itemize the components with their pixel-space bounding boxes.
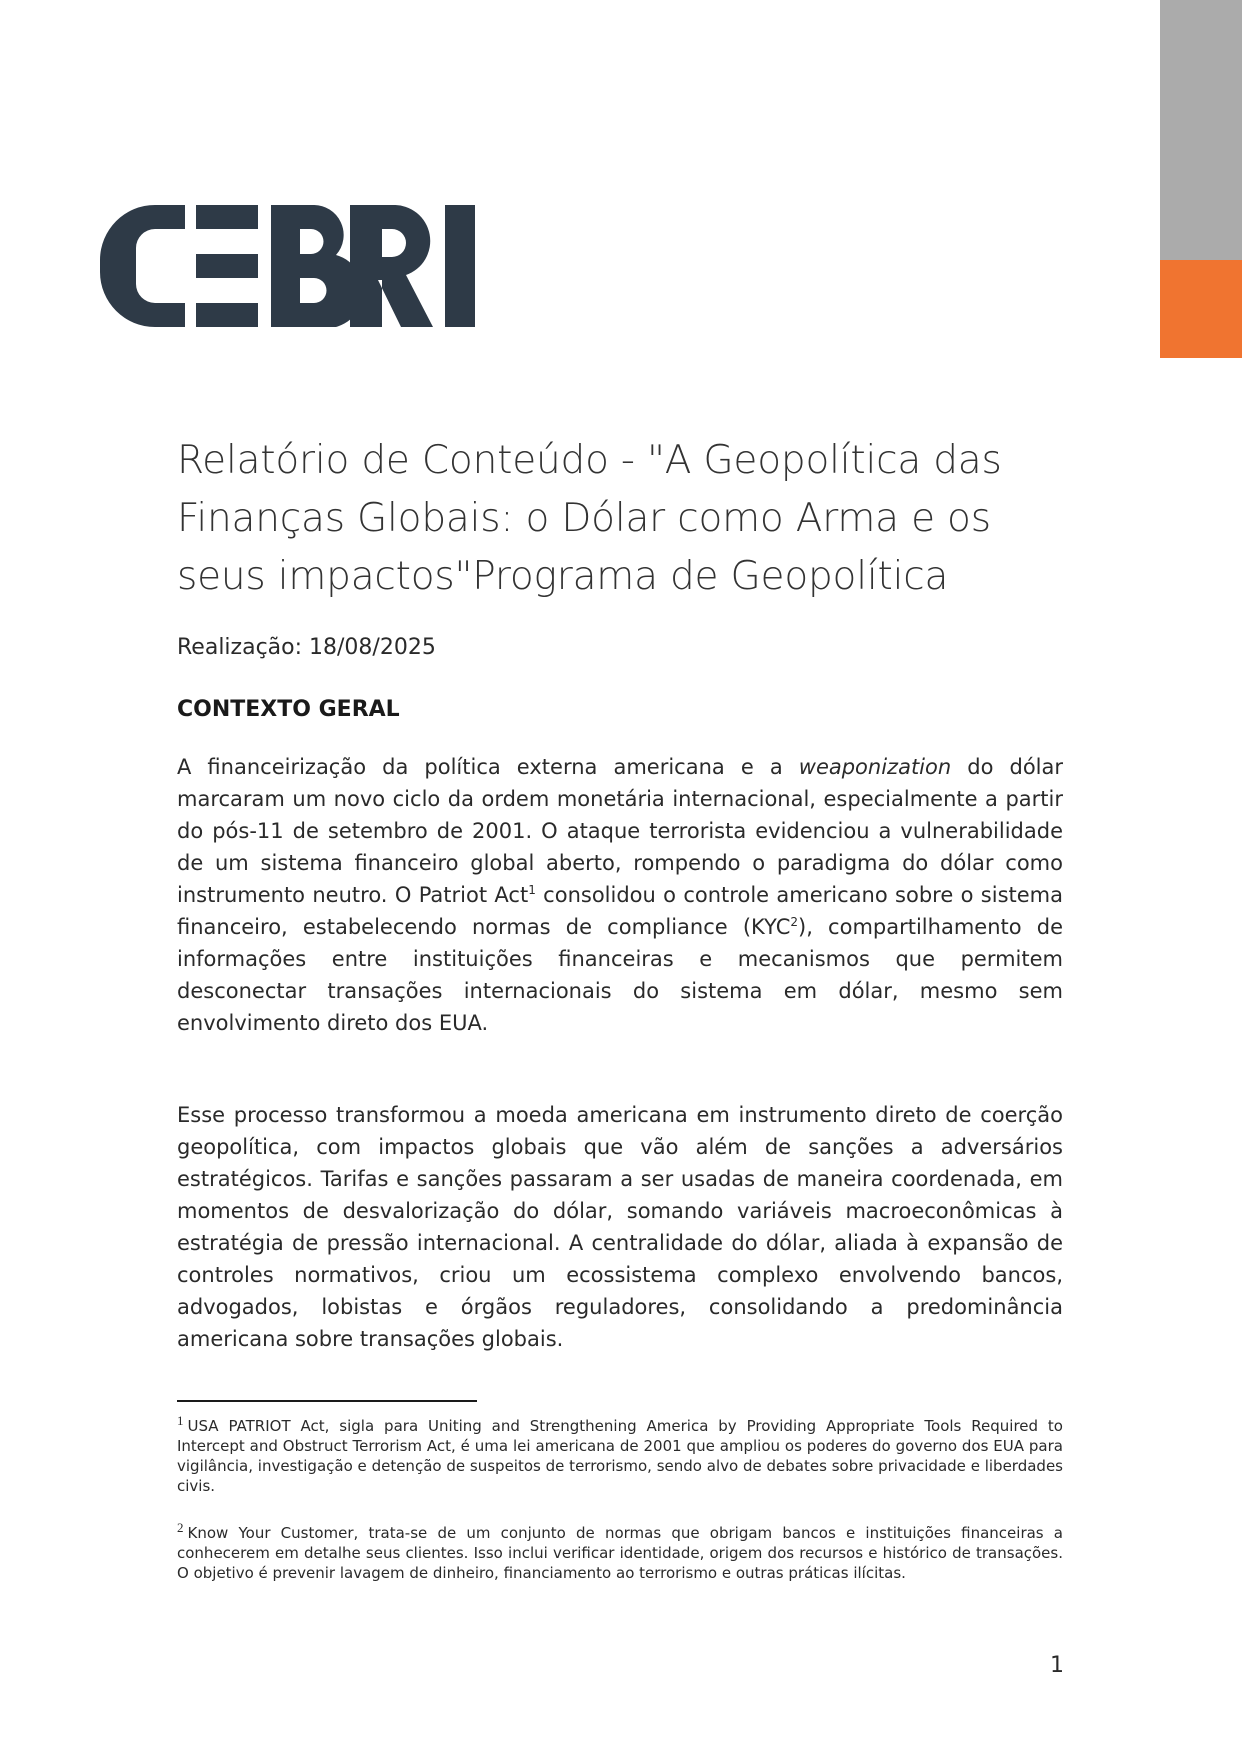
- paragraph-context-2: Esse processo transformou a moeda americana em instrumento direto de coerção geopolítica, com impactos globais que vão além de sanções a adversários estratégicos. Tarifas e sanções passaram a ser usadas de maneira coordenada, em momentos de desvalorização do dólar, somando variáveis macroeconômicas à estratégia de pressão internacional. A centralidade do dólar, aliada à expansão de controles normativos, criou um ecossistema complexo envolvendo bancos, advogados, lobistas e órgãos reguladores, consolidando a predominância americana sobre transações globais.: [177, 1103, 1063, 1351]
- footnote-ref-2[interactable]: 2: [790, 915, 799, 929]
- report-title: Relatório de Conteúdo - "A Geopolítica das Finanças Globais: o Dólar como Arma e os seus impactos"Programa de Geopolítica: [177, 438, 1002, 599]
- section-heading: CONTEXTO GERAL: [177, 697, 400, 722]
- footnote-separator: [177, 1400, 477, 1402]
- paragraph-context-1: A financeirização da política externa americana e a weaponization do dólar marcaram um novo ciclo da ordem monetária internacional, especialmente a partir do pós-11 de setembro de 2001. O ataque terrorista evidenciou a vulnerabilidade de um sistema financeiro global aberto, rompendo o paradigma do dólar como instrumento neutro. O Patriot Act$^1$ consolidou o controle americano sobre o sistema financeiro, estabelecendo normas de compliance (KYC$^2$), compartilhamento de informações entre instituições financeiras e mecanismos que permitem desconectar transações internacionais do sistema em dólar, mesmo sem envolvimento direto dos EUA.: [177, 755, 1064, 1035]
- footnote-number: 1: [177, 1413, 184, 1428]
- page-number: 1: [1050, 1653, 1064, 1678]
- footnote-number: 2: [177, 1520, 184, 1535]
- footnote-2: [177, 1520, 1063, 1583]
- side-accent-grey-bar: [1160, 0, 1242, 260]
- weaponization-term: weaponization: [798, 755, 952, 779]
- footnote-ref-1[interactable]: 1: [528, 883, 536, 897]
- side-accent-orange-bar: [1160, 260, 1242, 358]
- cebri-logo: [100, 205, 475, 327]
- footnote-text: USA PATRIOT Act, sigla para Uniting and Strengthening America by Providing Appropriate Tools Required to Intercept and Obstruct Terrorism Act, é uma lei americana de 2001 que ampliou os poderes do governo dos EUA para vigilância, investigação e detenção de suspeitos de terrorismo, sendo alvo de debates sobre privacidade e liberdades civis.: [177, 1417, 1063, 1495]
- footnote-text: Know Your Customer, trata-se de um conjunto de normas que obrigam bancos e instituições financeiras a conhecerem em detalhe seus clientes. Isso inclui verificar identidade, origem dos recursos e histórico de transações. O objetivo é prevenir lavagem de dinheiro, financiamento ao terrorismo e outras práticas ilícitas.: [177, 1524, 1063, 1582]
- footnote-1: [177, 1413, 1063, 1496]
- event-date: Realização: 18/08/2025: [177, 635, 436, 660]
